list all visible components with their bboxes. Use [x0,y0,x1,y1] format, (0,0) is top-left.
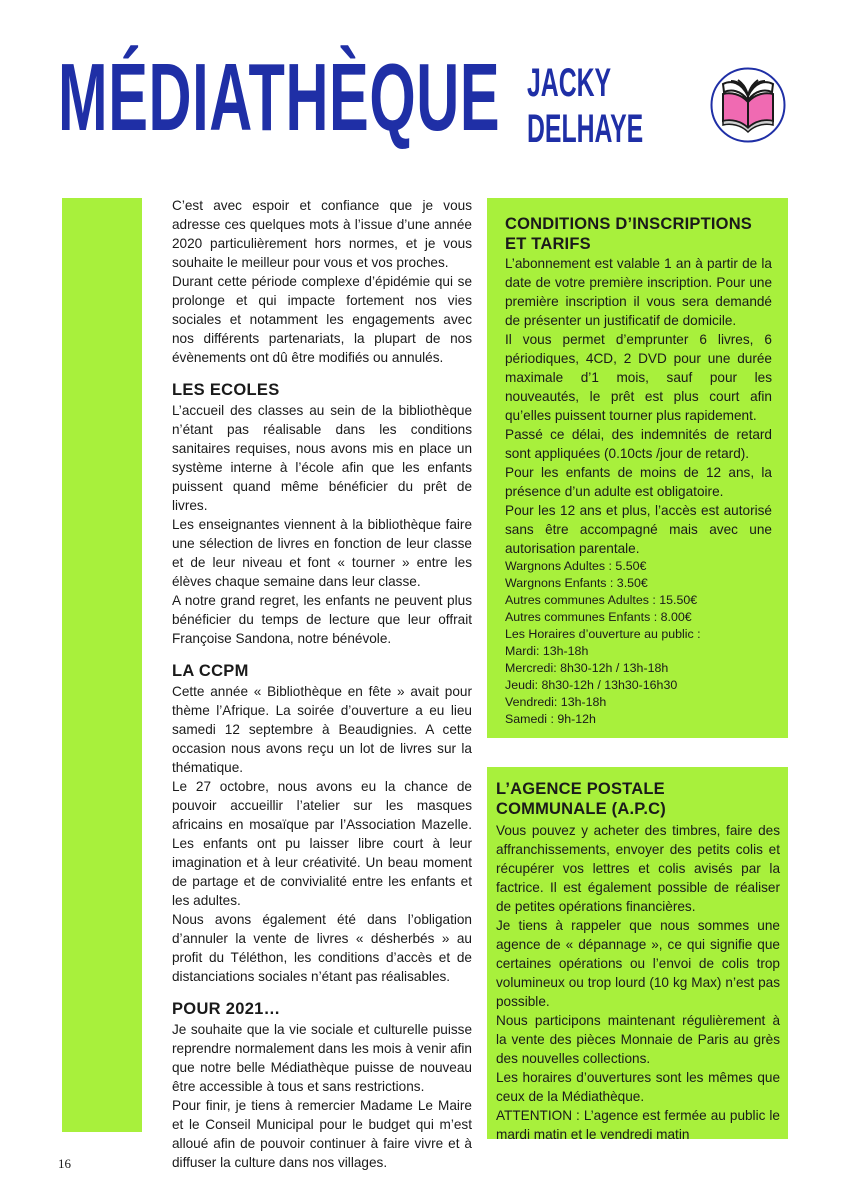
ecoles-paragraph: L’accueil des classes au sein de la bibliothèque n’étant pas réalisable dans les conditions sanitaires requises, nous avons mis en place un système interne à l’école afin que les enfants puissent quand même bénéficier du prêt de livres. [172,403,472,513]
page-title: MÉDIATHÈQUE [58,44,501,151]
section-title-pour-2021: POUR 2021… [172,1000,281,1018]
tarif-item: Autres communes Adultes : 15.50€ [505,593,698,607]
ecoles-paragraph: A notre grand regret, les enfants ne peuvent plus bénéficier du temps de lecture que leur offrait Françoise Sandona, notre bénévole. [172,593,472,646]
intro-paragraph: Durant cette période complexe d’épidémie qui se prolonge et qui impacte fortement nos vies sociales et notamment les engagements avec nos différents partenariats, la plupart de nos évènements ont dû être modifiés ou annulés. [172,274,472,365]
tarifs-list [505,558,772,728]
left-column [172,196,472,1172]
agence-paragraph: Je tiens à rappeler que nous sommes une agence de « dépannage », ce qui signifie que certaines opérations ou l’envoi de colis trop volumineux ou trop lourd (10 kg Max) n’est pas possible. [496,918,780,1009]
ccpm-paragraph: Le 27 octobre, nous avons eu la chance de pouvoir accueillir l’atelier sur les masques africains en mosaïque par l’Association Mazelle. Les enfants ont pu laisser libre court à leur imagination et à leur créativité. Un beau moment de partage et de convivialité entre les enfants et les adultes. [172,779,472,908]
horaire-item: Mardi: 13h-18h [505,644,589,658]
tarif-item: Autres communes Enfants : 8.00€ [505,610,692,624]
open-book-icon [709,66,787,144]
inscriptions-paragraph: Pour les enfants de moins de 12 ans, la présence d’un adulte est obligatoire. [505,465,772,499]
intro-paragraph: C’est avec espoir et confiance que je vous adresse ces quelques mots à l’issue d’une année 2020 particulièrement hors normes, et je vous souhaite le meilleur pour vous et vos proches. [172,198,472,270]
subtitle-line-2: DELHAYE [527,107,644,151]
ccpm-paragraph: Nous avons également été dans l’obligation d’annuler la vente de livres « désherbés » au profit du Téléthon, les conditions d’accès et de distanciations sociales n’étant pas réalisables. [172,912,472,984]
tarif-item: Wargnons Adultes : 5.50€ [505,559,647,573]
inscriptions-paragraph: L’abonnement est valable 1 an à partir de la date de votre première inscription. Pour une première inscription il vous sera demandé de présenter un justificatif de domicile. [505,256,772,328]
horaire-item: Jeudi: 8h30-12h / 13h30-16h30 [505,678,678,692]
ecoles-paragraph: Les enseignantes viennent à la bibliothèque faire une sélection de livres en fonction de leur classe et de leur niveau et font « tourner » entre les élèves chaque semaine dans leur classe. [172,517,472,589]
horaire-item: Samedi : 9h-12h [505,712,596,726]
tarif-item: Wargnons Enfants : 3.50€ [505,576,648,590]
horaire-item: Mercredi: 8h30-12h / 13h-18h [505,661,669,675]
agence-paragraph: Les horaires d’ouvertures sont les mêmes que ceux de la Médiathèque. [496,1070,780,1104]
agence-paragraph: Vous pouvez y acheter des timbres, faire des affranchissements, envoyer des petits colis et récupérer vos lettres et colis avisés par la factrice. Il est également possible de réaliser de petites opérations financières. [496,823,780,914]
inscriptions-paragraph: Il vous permet d’emprunter 6 livres, 6 périodiques, 4CD, 2 DVD pour une durée maximale d’1 mois, sauf pour les nouveautés, le prêt est plus court afin qu’elles puissent tourner plus rapidement. [505,332,772,423]
subtitle-line-1: JACKY [527,61,612,105]
agence-postale-box [487,767,788,1142]
inscriptions-paragraph: Passé ce délai, des indemnités de retard sont appliquées (0.10cts /jour de retard). [505,427,772,461]
inscriptions-title: CONDITIONS D’INSCRIPTIONS ET TARIFS [505,215,753,253]
ccpm-paragraph: Cette année « Bibliothèque en fête » avait pour thème l’Afrique. La soirée d’ouverture a eu lieu samedi 12 septembre à Beaudignies. A cette occasion nous avons reçu un lot de livres sur la thématique. [172,684,472,775]
horaire-item: Vendredi: 13h-18h [505,695,607,709]
inscriptions-box [487,198,788,738]
inscriptions-paragraph: Pour les 12 ans et plus, l’accès est autorisé sans être accompagné mais avec une autorisation parentale. [505,503,772,556]
section-title-ccpm: LA CCPM [172,662,249,680]
pour-2021-paragraph: Je souhaite que la vie sociale et culturelle puisse reprendre normalement dans les mois à venir afin que notre belle Médiathèque puisse de nouveau être accessible à tous et sans restrictions. [172,1022,472,1094]
agence-paragraph: ATTENTION : L’agence est fermée au public le mardi matin et le vendredi matin [496,1108,780,1142]
page-number: 16 [58,1156,71,1171]
agence-title: L’AGENCE POSTALE COMMUNALE (A.P.C) [496,780,666,818]
decorative-green-strip [62,198,142,1132]
horaires-title: Les Horaires d’ouverture au public : [505,627,701,641]
page-subtitle [527,60,643,152]
section-title-ecoles: LES ECOLES [172,381,280,399]
agence-paragraph: Nous participons maintenant régulièrement à la vente des pièces Monnaie de Paris au grès des nouvelles collections. [496,1013,780,1066]
pour-2021-paragraph: Pour finir, je tiens à remercier Madame Le Maire et le Conseil Municipal pour le budget qui m’est alloué afin de pouvoir continuer à faire vivre et à diffuser la culture dans nos villages. [172,1098,472,1170]
